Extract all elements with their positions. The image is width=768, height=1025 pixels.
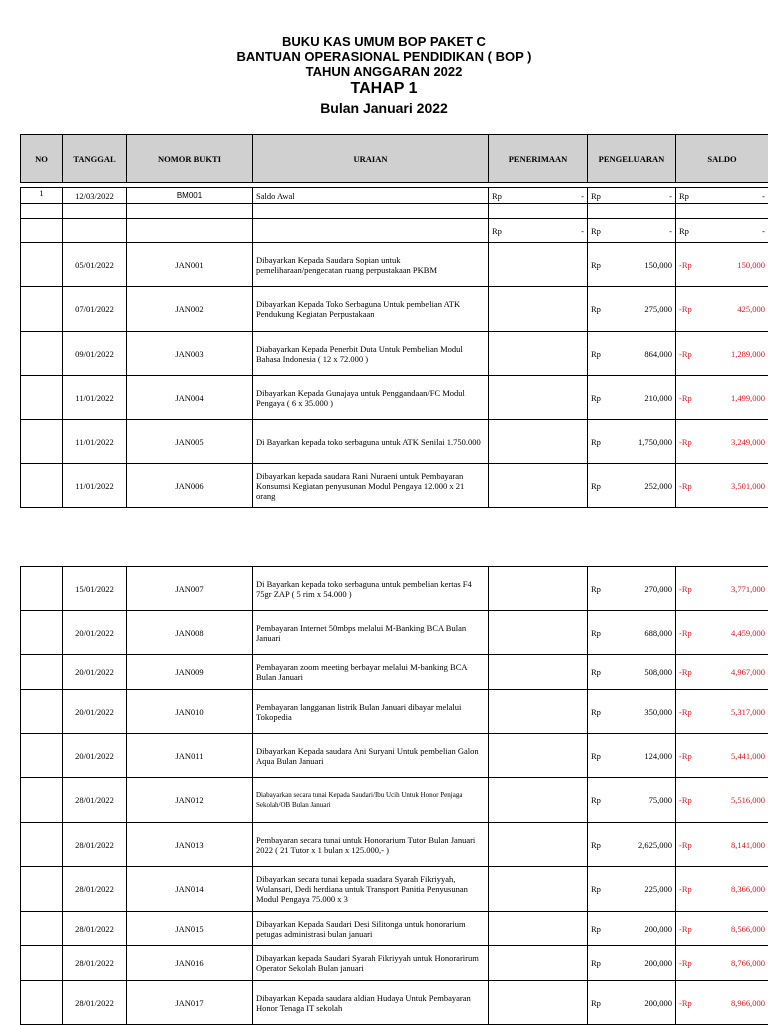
amount: 252,000 (644, 481, 672, 491)
currency-label: Rp (591, 924, 601, 934)
row-pengeluaran (588, 420, 676, 464)
currency-label: -Rp (679, 998, 692, 1008)
row-saldo (676, 332, 768, 376)
row-uraian-text: Dibayarkan kepada saudara Rani Nuraeni untuk Pembayaran Konsumsi Kegiatan penyusunan Modul Pengaya 12.000 x 21 orang (256, 471, 485, 501)
row-pengeluaran (588, 946, 676, 981)
row-tanggal: 07/01/2022 (63, 287, 127, 332)
row-tanggal: 11/01/2022 (63, 464, 127, 508)
opening-no: 1 (21, 188, 63, 204)
row-pengeluaran (588, 823, 676, 867)
empty-row (21, 204, 768, 219)
row-saldo (676, 611, 768, 655)
balance: 5,516,000 (731, 795, 765, 805)
row-no (21, 981, 63, 1025)
row-saldo (676, 655, 768, 690)
currency-label: -Rp (679, 584, 692, 594)
row-penerimaan (489, 981, 588, 1025)
table-row (21, 946, 768, 981)
row-uraian (253, 912, 489, 946)
row-saldo (676, 912, 768, 946)
currency-label: -Rp (679, 304, 692, 314)
balance: 150,000 (737, 260, 765, 270)
currency-label: -Rp (679, 437, 692, 447)
balance: 4,459,000 (731, 628, 765, 638)
row-tanggal: 11/01/2022 (63, 376, 127, 420)
row-saldo (676, 946, 768, 981)
row-uraian-text: Diabayarkan Kepada Penerbit Duta Untuk Pembelian Modul Bahasa Indonesia ( 12 x 72.000 ) (256, 344, 485, 364)
row-uraian (253, 867, 489, 912)
table-row (21, 655, 768, 690)
balance: 1,499,000 (731, 393, 765, 403)
amount: 200,000 (644, 924, 672, 934)
row-saldo (676, 823, 768, 867)
row-uraian-text: Pembayaran langganan listrik Bulan Januari dibayar melalui Tokopedia (256, 702, 485, 722)
opening-penerimaan: Rp - (489, 188, 588, 204)
currency-label: Rp (591, 481, 601, 491)
table-row (21, 611, 768, 655)
row-tanggal: 20/01/2022 (63, 734, 127, 778)
row-pengeluaran (588, 287, 676, 332)
row-saldo (676, 420, 768, 464)
currency-label: Rp (591, 707, 601, 717)
row-tanggal: 28/01/2022 (63, 778, 127, 823)
row-pengeluaran (588, 912, 676, 946)
row-nomor-bukti: JAN011 (127, 734, 253, 778)
opening-uraian: Saldo Awal (253, 188, 489, 204)
col-header-saldo: SALDO (676, 135, 768, 183)
row-uraian (253, 332, 489, 376)
title-line-1: BUKU KAS UMUM BOP PAKET C (0, 34, 768, 49)
table-row (21, 778, 768, 823)
row-nomor-bukti: JAN003 (127, 332, 253, 376)
row-tanggal: 15/01/2022 (63, 567, 127, 611)
row-pengeluaran (588, 243, 676, 287)
currency-label: -Rp (679, 481, 692, 491)
row-saldo (676, 778, 768, 823)
row-penerimaan (489, 734, 588, 778)
row-no (21, 946, 63, 981)
table-row (21, 287, 768, 332)
currency-label: -Rp (679, 884, 692, 894)
amount: 508,000 (644, 667, 672, 677)
row-uraian-text: Di Bayarkan kepada toko serbaguna untuk ATK Senilai 1.750.000 (256, 437, 485, 447)
amount: 350,000 (644, 707, 672, 717)
row-uraian-text: Dibayarkan Kepada saudara aldian Hudaya Untuk Pembayaran Honor Tenaga IT sekolah (256, 993, 485, 1013)
amount: 688,000 (644, 628, 672, 638)
amount: 200,000 (644, 998, 672, 1008)
table-row (21, 823, 768, 867)
amount: 2,625,000 (638, 840, 672, 850)
row-no (21, 243, 63, 287)
row-nomor-bukti: JAN008 (127, 611, 253, 655)
row-uraian (253, 243, 489, 287)
currency-label: Rp (591, 795, 601, 805)
currency-label: Rp (591, 349, 601, 359)
row-nomor-bukti: JAN010 (127, 690, 253, 734)
balance: 3,501,000 (731, 481, 765, 491)
title-line-3: TAHUN ANGGARAN 2022 (0, 64, 768, 79)
row-saldo (676, 734, 768, 778)
opening-pengeluaran: Rp - (588, 188, 676, 204)
row-nomor-bukti: JAN002 (127, 287, 253, 332)
balance: 4,967,000 (731, 667, 765, 677)
row-saldo (676, 287, 768, 332)
row-uraian (253, 734, 489, 778)
title-line-4: TAHAP 1 (0, 79, 768, 98)
row-tanggal: 28/01/2022 (63, 823, 127, 867)
balance: 5,441,000 (731, 751, 765, 761)
row-nomor-bukti: JAN015 (127, 912, 253, 946)
row-no (21, 611, 63, 655)
row-no (21, 376, 63, 420)
row-no (21, 778, 63, 823)
row-tanggal: 20/01/2022 (63, 655, 127, 690)
row-tanggal: 20/01/2022 (63, 611, 127, 655)
currency-label: -Rp (679, 751, 692, 761)
balance: 3,771,000 (731, 584, 765, 594)
row-penerimaan (489, 946, 588, 981)
balance: 1,289,000 (731, 349, 765, 359)
currency-label: Rp (591, 998, 601, 1008)
row-uraian (253, 778, 489, 823)
row-nomor-bukti: JAN016 (127, 946, 253, 981)
currency-label: -Rp (679, 795, 692, 805)
row-no (21, 464, 63, 508)
row-uraian (253, 611, 489, 655)
row-nomor-bukti: JAN006 (127, 464, 253, 508)
row-uraian (253, 981, 489, 1025)
currency-label: -Rp (679, 260, 692, 270)
opening-tanggal: 12/03/2022 (63, 188, 127, 204)
row-penerimaan (489, 867, 588, 912)
row-uraian-text: Dibayarkan secara tunai kepada suadara Syarah Fikriyyah, Wulansari, Dedi herdiana untuk Transport Panitia Penyusunan Modul Pengaya 75.000 x 3 (256, 874, 485, 904)
row-nomor-bukti: JAN004 (127, 376, 253, 420)
currency-label: -Rp (679, 924, 692, 934)
row-no (21, 823, 63, 867)
row-saldo (676, 867, 768, 912)
row-nomor-bukti: JAN012 (127, 778, 253, 823)
row-penerimaan (489, 611, 588, 655)
row-nomor-bukti: JAN007 (127, 567, 253, 611)
row-pengeluaran (588, 867, 676, 912)
row-pengeluaran (588, 376, 676, 420)
row-penerimaan (489, 690, 588, 734)
opening-saldo: Rp - (676, 188, 768, 204)
table-row (21, 690, 768, 734)
table-row (21, 567, 768, 611)
opening-row (21, 188, 768, 204)
currency-label: Rp (591, 437, 601, 447)
row-penerimaan (489, 376, 588, 420)
table-row (21, 420, 768, 464)
table-row (21, 981, 768, 1025)
row-pengeluaran (588, 690, 676, 734)
ledger-table-page-1 (20, 134, 768, 508)
row-penerimaan (489, 287, 588, 332)
row-tanggal: 28/01/2022 (63, 867, 127, 912)
balance: 5,317,000 (731, 707, 765, 717)
row-pengeluaran (588, 655, 676, 690)
balance: 3,249,000 (731, 437, 765, 447)
currency-label: -Rp (679, 958, 692, 968)
row-penerimaan (489, 567, 588, 611)
currency-label: Rp (591, 260, 601, 270)
row-pengeluaran (588, 778, 676, 823)
header-row (21, 135, 768, 183)
row-uraian-text: Pembayaran secara tunai untuk Honorarium Tutor Bulan Januari 2022 ( 21 Tutor x 1 bulan x 125.000,- ) (256, 835, 485, 855)
col-header-pengeluaran: PENGELUARAN (588, 135, 676, 183)
currency-label: Rp (591, 751, 601, 761)
row-no (21, 912, 63, 946)
balance: 8,566,000 (731, 924, 765, 934)
row-no (21, 690, 63, 734)
row-pengeluaran (588, 464, 676, 508)
row-uraian (253, 690, 489, 734)
row-uraian-text: Dibayarkan Kepada saudara Ani Suryani Untuk pembelian Galon Aqua Bulan Januari (256, 746, 485, 766)
balance: 425,000 (737, 304, 765, 314)
table-row (21, 332, 768, 376)
amount: 864,000 (644, 349, 672, 359)
table-row (21, 464, 768, 508)
subtotal-saldo: Rp - (676, 219, 768, 243)
balance: 8,966,000 (731, 998, 765, 1008)
row-uraian-text: Dibayarkan Kepada Saudara Sopian untuk pemeliharaan/pengecatan ruang perpustakaan PKBM (256, 255, 485, 275)
currency-label: Rp (591, 958, 601, 968)
table-row (21, 376, 768, 420)
subtotal-pengeluaran: Rp - (588, 219, 676, 243)
col-header-uraian: URAIAN (253, 135, 489, 183)
row-saldo (676, 464, 768, 508)
currency-label: Rp (591, 884, 601, 894)
title-line-5: Bulan Januari 2022 (0, 98, 768, 118)
row-uraian-text: Pembayaran zoom meeting berbayar melalui M-banking BCA Bulan Januari (256, 662, 485, 682)
currency-label: Rp (591, 628, 601, 638)
row-no (21, 867, 63, 912)
row-uraian-text: Di Bayarkan kepada toko serbaguna untuk pembelian kertas F4 75gr ZAP ( 5 rim x 54.000 ) (256, 579, 485, 599)
row-saldo (676, 567, 768, 611)
currency-label: -Rp (679, 840, 692, 850)
row-penerimaan (489, 464, 588, 508)
amount: 75,000 (649, 795, 672, 805)
row-tanggal: 05/01/2022 (63, 243, 127, 287)
row-penerimaan (489, 243, 588, 287)
table-row (21, 912, 768, 946)
row-nomor-bukti: JAN001 (127, 243, 253, 287)
balance: 8,141,000 (731, 840, 765, 850)
table-row (21, 734, 768, 778)
row-uraian (253, 287, 489, 332)
col-header-tanggal: TANGGAL (63, 135, 127, 183)
row-no (21, 734, 63, 778)
col-header-penerimaan: PENERIMAAN (489, 135, 588, 183)
row-nomor-bukti: JAN005 (127, 420, 253, 464)
subtotal-row (21, 219, 768, 243)
row-no (21, 332, 63, 376)
row-penerimaan (489, 332, 588, 376)
row-penerimaan (489, 420, 588, 464)
currency-label: Rp (591, 667, 601, 677)
amount: 210,000 (644, 393, 672, 403)
row-uraian-text: Diabayarkan secara tunai Kepada Saudari/Ibu Ucih Untuk Honor Penjaga Sekolah/OB Bulan Januari (256, 790, 485, 810)
row-uraian-text: Dibayarkan Kepada Gunajaya untuk Penggandaan/FC Modul Pengaya ( 6 x 35.000 ) (256, 388, 485, 408)
row-uraian (253, 567, 489, 611)
row-uraian-text: Pembayaran Internet 50mbps melalui M-Banking BCA Bulan Januari (256, 623, 485, 643)
row-uraian (253, 823, 489, 867)
title-line-2: BANTUAN OPERASIONAL PENDIDIKAN ( BOP ) (0, 49, 768, 64)
row-tanggal: 28/01/2022 (63, 981, 127, 1025)
row-tanggal: 28/01/2022 (63, 912, 127, 946)
row-pengeluaran (588, 332, 676, 376)
row-uraian-text: Dibayarkan kepada Saudari Syarah Fikriyyah untuk Honorarirum Operator Sekolah Bulan januari (256, 953, 485, 973)
row-uraian-text: Dibayarkan Kepada Saudari Desi Silitonga untuk honorarium petugas administrasi bulan januari (256, 919, 485, 939)
row-uraian (253, 420, 489, 464)
row-uraian (253, 376, 489, 420)
row-tanggal: 11/01/2022 (63, 420, 127, 464)
col-header-no: NO (21, 135, 63, 183)
row-nomor-bukti: JAN013 (127, 823, 253, 867)
row-tanggal: 20/01/2022 (63, 690, 127, 734)
row-uraian-text: Dibayarkan Kepada Toko Serbaguna Untuk pembelian ATK Pendukung Kegiatan Perpustakaan (256, 299, 485, 319)
currency-label: -Rp (679, 628, 692, 638)
row-uraian (253, 464, 489, 508)
table-row (21, 867, 768, 912)
row-saldo (676, 376, 768, 420)
amount: 200,000 (644, 958, 672, 968)
amount: 270,000 (644, 584, 672, 594)
row-no (21, 655, 63, 690)
row-pengeluaran (588, 567, 676, 611)
row-tanggal: 09/01/2022 (63, 332, 127, 376)
balance: 8,766,000 (731, 958, 765, 968)
row-tanggal: 28/01/2022 (63, 946, 127, 981)
amount: 124,000 (644, 751, 672, 761)
amount: 225,000 (644, 884, 672, 894)
row-nomor-bukti: JAN014 (127, 867, 253, 912)
row-pengeluaran (588, 734, 676, 778)
row-penerimaan (489, 655, 588, 690)
row-saldo (676, 981, 768, 1025)
row-pengeluaran (588, 981, 676, 1025)
row-nomor-bukti: JAN017 (127, 981, 253, 1025)
balance: 8,366,000 (731, 884, 765, 894)
col-header-nomor-bukti: NOMOR BUKTI (127, 135, 253, 183)
table-row (21, 243, 768, 287)
row-no (21, 420, 63, 464)
currency-label: Rp (591, 304, 601, 314)
currency-label: -Rp (679, 667, 692, 677)
row-pengeluaran (588, 611, 676, 655)
amount: 275,000 (644, 304, 672, 314)
currency-label: -Rp (679, 393, 692, 403)
amount: 150,000 (644, 260, 672, 270)
row-saldo (676, 690, 768, 734)
currency-label: Rp (591, 393, 601, 403)
subtotal-penerimaan: Rp - (489, 219, 588, 243)
currency-label: -Rp (679, 349, 692, 359)
row-penerimaan (489, 912, 588, 946)
currency-label: Rp (591, 584, 601, 594)
opening-bukti: BM001 (127, 188, 253, 204)
document-title-block (0, 34, 768, 118)
row-saldo (676, 243, 768, 287)
row-penerimaan (489, 778, 588, 823)
row-nomor-bukti: JAN009 (127, 655, 253, 690)
row-no (21, 567, 63, 611)
row-uraian (253, 655, 489, 690)
row-no (21, 287, 63, 332)
row-penerimaan (489, 823, 588, 867)
ledger-table-page-2 (20, 566, 768, 1025)
currency-label: -Rp (679, 707, 692, 717)
row-uraian (253, 946, 489, 981)
amount: 1,750,000 (638, 437, 672, 447)
currency-label: Rp (591, 840, 601, 850)
